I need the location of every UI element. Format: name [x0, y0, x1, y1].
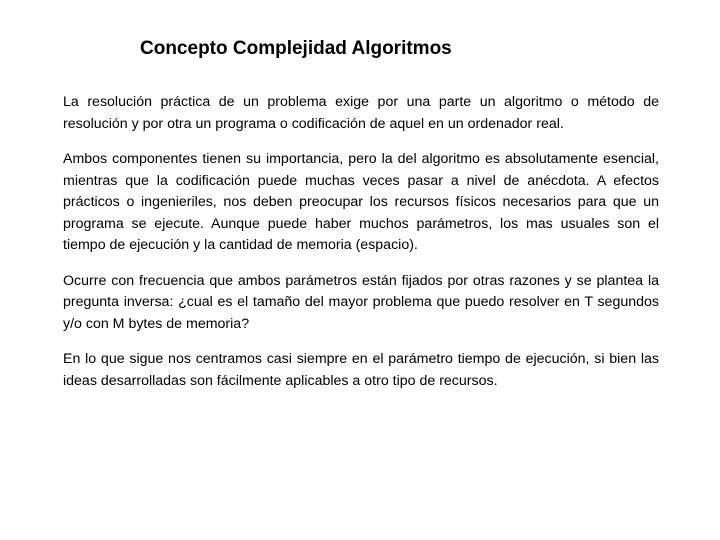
paragraph-3: Ocurre con frecuencia que ambos parámetros están fijados por otras razones y se plantea la pregunta inversa: ¿cual es el tamaño del mayor problema que puedo resolver en T segundos y/o con M bytes de memoria?: [63, 272, 659, 332]
paragraph-1: La resolución práctica de un problema exige por una parte un algoritmo o método de resolución y por otra un programa o codificación de aquel en un ordenador real.: [63, 94, 659, 132]
slide-body: [63, 92, 659, 406]
paragraph-4: En lo que sigue nos centramos casi siempre en el parámetro tiempo de ejecución, si bien las ideas desarrolladas son fácilmente aplicables a otro tipo de recursos.: [63, 351, 659, 389]
paragraph-2: Ambos componentes tienen su importancia, pero la del algoritmo es absolutamente esencial, mientras que la codificación puede muchas veces pasar a nivel de anécdota. A efectos prácticos o ingenieriles, nos deben preocupar los recursos físicos necesarios para que un programa se ejecute. Aunque puede haber muchos parámetros, los mas usuales son el tiempo de ejecución y la cantidad de memoria (espacio).: [63, 151, 659, 253]
slide-title: Concepto Complejidad Algoritmos: [140, 38, 452, 59]
